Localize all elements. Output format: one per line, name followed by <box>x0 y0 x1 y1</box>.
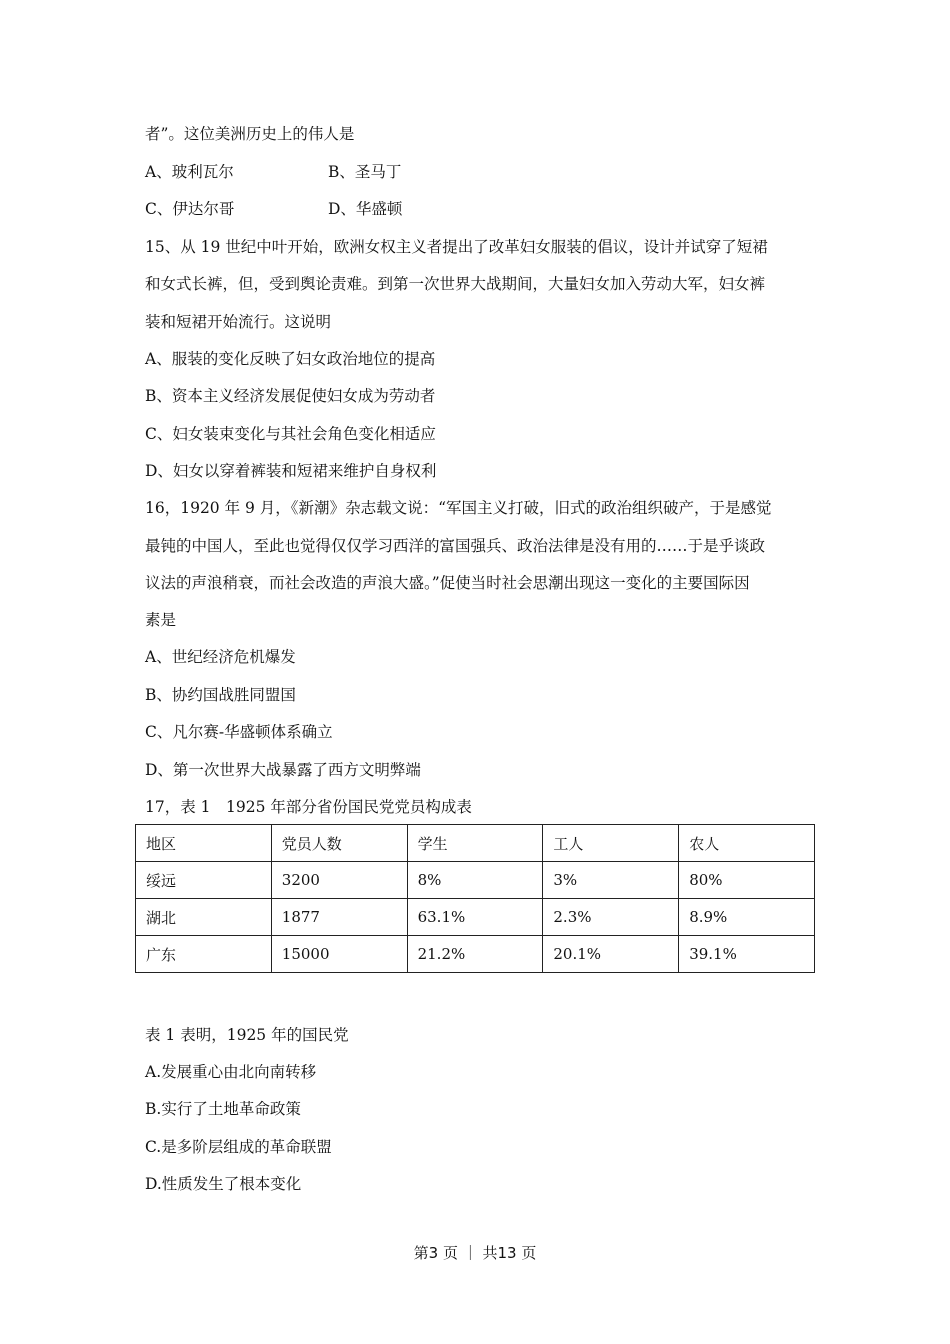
q16-stem-line: 议法的声浪稍衰，而社会改造的声浪大盛。”促使当时社会思潮出现这一变化的主要国际因 <box>145 574 750 592</box>
q17-option-c: C.是多阶层组成的革命联盟 <box>145 1138 332 1156</box>
q16-option-c: C、凡尔赛-华盛顿体系确立 <box>145 723 333 741</box>
table-header-cell: 学生 <box>407 825 543 862</box>
q14-option-a: A、玻利瓦尔 <box>145 163 234 181</box>
q17-option-d: D.性质发生了根本变化 <box>145 1175 302 1193</box>
table-cell: 2.3% <box>543 899 679 936</box>
q16-option-a: A、世纪经济危机爆发 <box>145 648 296 666</box>
q14-option-b: B、圣马丁 <box>328 163 402 181</box>
q17-table-title: 17，表 1 1925 年部分省份国民党党员构成表 <box>145 798 472 816</box>
table-cell: 63.1% <box>407 899 543 936</box>
q15-stem-line: 装和短裙开始流行。这说明 <box>145 313 332 331</box>
table-cell: 3200 <box>271 862 407 899</box>
table-cell: 20.1% <box>543 936 679 973</box>
q16-option-b: B、协约国战胜同盟国 <box>145 686 296 704</box>
table-row <box>136 862 815 899</box>
table-cell: 8% <box>407 862 543 899</box>
q14-stem-tail: 者”。这位美洲历史上的伟人是 <box>145 125 355 143</box>
table-cell: 广东 <box>136 936 272 973</box>
table-cell: 1877 <box>271 899 407 936</box>
table-cell: 39.1% <box>679 936 815 973</box>
q15-stem-line: 15、从 19 世纪中叶开始，欧洲女权主义者提出了改革妇女服装的倡议，设计并试穿了短裙 <box>145 238 768 256</box>
q14-option-c: C、伊达尔哥 <box>145 200 235 218</box>
table-cell: 21.2% <box>407 936 543 973</box>
q15-stem-line: 和女式长裤，但，受到舆论责难。到第一次世界大战期间，大量妇女加入劳动大军，妇女裤 <box>145 275 766 293</box>
q17-option-a: A.发展重心由北向南转移 <box>145 1063 317 1081</box>
table-cell: 3% <box>543 862 679 899</box>
q15-option-a: A、服装的变化反映了妇女政治地位的提高 <box>145 350 436 368</box>
table-header-cell: 党员人数 <box>271 825 407 862</box>
table-header-cell: 工人 <box>543 825 679 862</box>
q15-option-c: C、妇女装束变化与其社会角色变化相适应 <box>145 425 436 443</box>
q16-stem-line: 素是 <box>145 611 177 629</box>
table-header-row <box>136 825 815 862</box>
page-footer: 第3 页 ｜ 共13 页 <box>413 1244 537 1262</box>
table-cell: 绥远 <box>136 862 272 899</box>
table-cell: 80% <box>679 862 815 899</box>
membership-table <box>135 824 815 973</box>
q17-stem: 表 1 表明，1925 年的国民党 <box>145 1026 349 1044</box>
table-cell: 8.9% <box>679 899 815 936</box>
q16-stem-line: 16，1920 年 9 月，《新潮》杂志载文说：“军国主义打破，旧式的政治组织破产，于是感觉 <box>145 499 772 517</box>
q17-option-b: B.实行了土地革命政策 <box>145 1100 301 1118</box>
table-row <box>136 936 815 973</box>
q16-stem-line: 最钝的中国人，至此也觉得仅仅学习西洋的富国强兵、政治法律是没有用的……于是乎谈政 <box>145 537 766 555</box>
q15-option-b: B、资本主义经济发展促使妇女成为劳动者 <box>145 387 436 405</box>
table-cell: 15000 <box>271 936 407 973</box>
table-row <box>136 899 815 936</box>
table-header-cell: 地区 <box>136 825 272 862</box>
q14-option-d: D、华盛顿 <box>328 200 403 218</box>
table-cell: 湖北 <box>136 899 272 936</box>
table-header-cell: 农人 <box>679 825 815 862</box>
q16-option-d: D、第一次世界大战暴露了西方文明弊端 <box>145 761 421 779</box>
q15-option-d: D、妇女以穿着裤装和短裙来维护自身权利 <box>145 462 437 480</box>
